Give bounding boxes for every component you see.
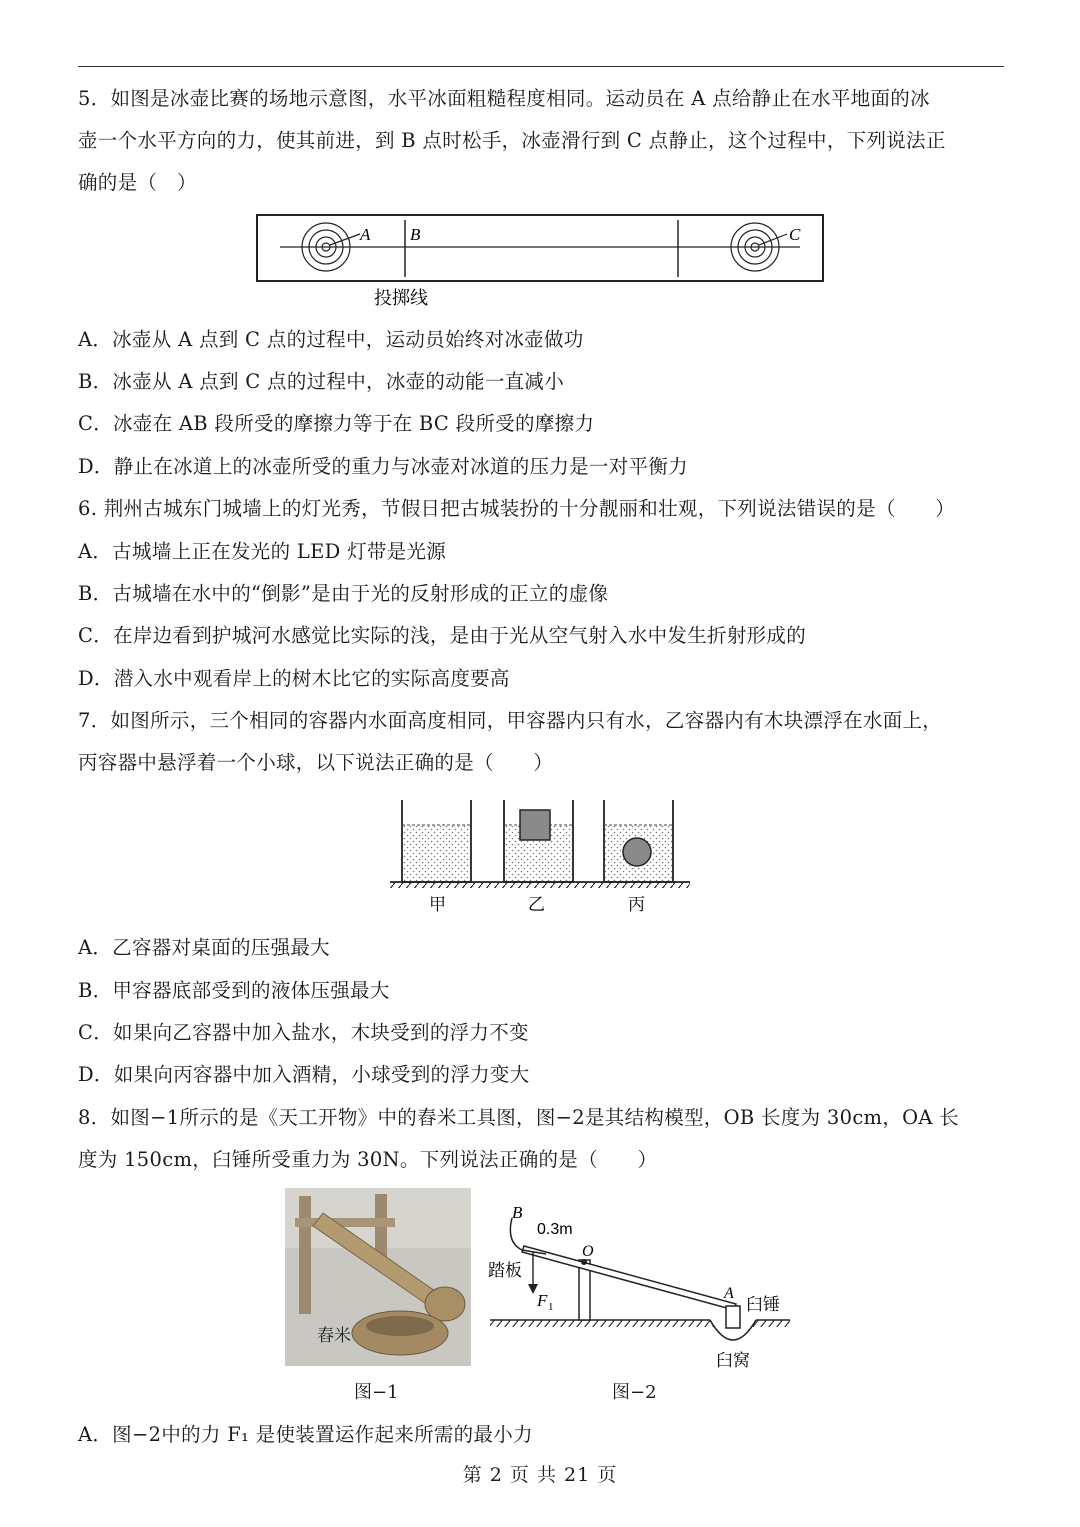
point-b-label: B xyxy=(410,225,421,244)
label-bing: 丙 xyxy=(628,895,645,915)
top-rule xyxy=(78,66,1004,67)
figure-2-caption: 图−2 xyxy=(612,1382,657,1403)
rice-pounder-photo xyxy=(285,1188,471,1366)
q5-option-c: C．冰壶在 AB 段所受的摩擦力等于在 BC 段所受的摩擦力 xyxy=(78,412,595,435)
q6-stem-line-1: 6. 荆州古城东门城墙上的灯光秀，节假日把古城装扮的十分靓丽和壮观，下列说法错误的是（ ） xyxy=(78,497,956,520)
q5-option-a: A．冰壶从 A 点到 C 点的过程中，运动员始终对冰壶做功 xyxy=(78,328,584,351)
q6-option-a: A．古城墙上正在发光的 LED 灯带是光源 xyxy=(78,540,447,563)
container-jia xyxy=(402,800,471,882)
curling-field-figure xyxy=(250,210,830,310)
force-label-sub: 1 xyxy=(548,1301,554,1313)
suspended-ball xyxy=(623,838,651,866)
label-jia: 甲 xyxy=(429,895,446,915)
throw-line-caption: 投掷线 xyxy=(374,288,428,309)
q7-option-b: B．甲容器底部受到的液体压强最大 xyxy=(78,979,390,1002)
q7-option-a: A．乙容器对桌面的压强最大 xyxy=(78,936,330,959)
q8-option-a: A．图−2中的力 F₁ 是使装置运作起来所需的最小力 xyxy=(78,1423,533,1446)
distance-label: 0.3m xyxy=(537,1221,573,1238)
q7-option-d: D．如果向丙容器中加入酒精，小球受到的浮力变大 xyxy=(78,1063,530,1086)
containers-figure xyxy=(385,795,695,920)
wood-block xyxy=(520,810,550,840)
q5-stem-line-1: 5．如图是冰壶比赛的场地示意图，水平冰面粗糙程度相同。运动员在 A 点给静止在水平地面的冰 xyxy=(78,87,930,110)
hammer-label: 臼锤 xyxy=(746,1295,780,1315)
q5-option-d: D．静止在冰道上的冰壶所受的重力与冰壶对冰道的压力是一对平衡力 xyxy=(78,455,688,478)
lever-label-a: A xyxy=(724,1285,734,1302)
container-bing xyxy=(604,800,673,882)
pedal-label: 踏板 xyxy=(488,1261,522,1281)
table-surface xyxy=(390,882,690,888)
q7-stem-line-1: 7．如图所示，三个相同的容器内水面高度相同，甲容器内只有水，乙容器内有木块漂浮在水面上， xyxy=(78,709,943,732)
figure-1-caption: 图−1 xyxy=(354,1382,399,1403)
q5-stem-line-2: 壶一个水平方向的力，使其前进，到 B 点时松手，冰壶滑行到 C 点静止，这个过程中，下列说法正 xyxy=(78,129,946,152)
lever-label-b: B xyxy=(512,1203,523,1222)
q8-stem-line-2: 度为 150cm，臼锤所受重力为 30N。下列说法正确的是（ ） xyxy=(78,1148,658,1171)
point-a-label: A xyxy=(360,225,371,244)
q5-option-b: B．冰壶从 A 点到 C 点的过程中，冰壶的动能一直减小 xyxy=(78,370,565,393)
q7-option-c: C．如果向乙容器中加入盐水，木块受到的浮力不变 xyxy=(78,1021,529,1044)
lever-beam xyxy=(522,1246,736,1310)
label-yi: 乙 xyxy=(528,895,545,915)
q7-stem-line-2: 丙容器中悬浮着一个小球，以下说法正确的是（ ） xyxy=(78,751,554,774)
mortar-label: 臼窝 xyxy=(716,1351,750,1371)
lever-model-figure xyxy=(488,1198,798,1373)
point-c-label: C xyxy=(789,225,801,244)
lever-label-o: O xyxy=(582,1243,594,1260)
force-label-f: F xyxy=(537,1291,548,1310)
page-footer: 第 2 页 共 21 页 xyxy=(462,1464,618,1486)
q6-option-c: C．在岸边看到护城河水感觉比实际的浅，是由于光从空气射入水中发生折射形成的 xyxy=(78,624,807,647)
q5-stem-line-3: 确的是（ ） xyxy=(78,171,197,194)
q6-option-d: D．潜入水中观看岸上的树木比它的实际高度要高 xyxy=(78,667,510,690)
hammer-head xyxy=(726,1306,740,1328)
q6-option-b: B．古城墙在水中的“倒影”是由于光的反射形成的正立的虚像 xyxy=(78,582,609,605)
photo-label: 舂米 xyxy=(317,1326,351,1346)
q8-stem-line-1: 8．如图−1所示的是《天工开物》中的舂米工具图，图−2是其结构模型，OB 长度为 30cm，OA 长 xyxy=(78,1106,960,1129)
container-yi xyxy=(504,800,573,882)
